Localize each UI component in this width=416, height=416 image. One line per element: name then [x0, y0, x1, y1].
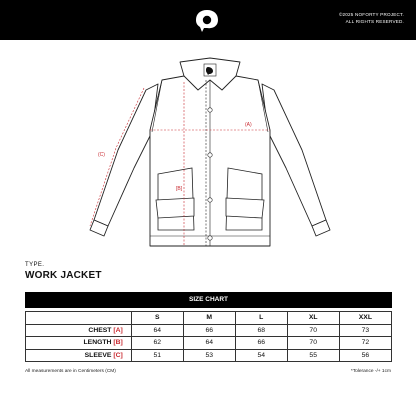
row-tag: [B]	[113, 339, 123, 347]
table-cell: 56	[339, 349, 391, 362]
table-cell: 72	[339, 337, 391, 350]
table-cell: 66	[235, 337, 287, 350]
table-cell: 55	[287, 349, 339, 362]
row-label-text: LENGTH	[83, 339, 112, 347]
table-cell: 73	[339, 324, 391, 337]
size-chart-title: SIZE CHART	[25, 292, 392, 308]
row-label-sleeve	[26, 349, 132, 362]
product-name: WORK JACKET	[25, 270, 102, 281]
table-cell: 51	[131, 349, 183, 362]
row-tag: [C]	[113, 351, 123, 359]
size-header-l: L	[235, 312, 287, 325]
table-cell: 53	[183, 349, 235, 362]
top-bar	[0, 0, 416, 40]
table-cell: 66	[183, 324, 235, 337]
table-row	[26, 324, 392, 337]
table-cell: 70	[287, 337, 339, 350]
length-measure-label: [B]	[176, 186, 183, 192]
row-label-text: CHEST	[88, 326, 112, 334]
sleeve-measure-label: (C)	[98, 152, 105, 158]
units-note: All measurements are in Centimeters (CM)	[25, 369, 116, 374]
size-header-m: M	[183, 312, 235, 325]
table-cell: 68	[235, 324, 287, 337]
row-label-length	[26, 337, 132, 350]
row-tag: [A]	[113, 326, 123, 334]
jacket-diagram	[80, 50, 340, 260]
size-header-corner	[26, 312, 132, 325]
row-label-text: SLEEVE	[84, 351, 112, 359]
table-row	[26, 337, 392, 350]
table-cell: 64	[183, 337, 235, 350]
size-header-row	[26, 312, 392, 325]
table-row	[26, 349, 392, 362]
brand-logo-icon	[194, 8, 220, 34]
table-cell: 64	[131, 324, 183, 337]
size-header-xxl: XXL	[339, 312, 391, 325]
copyright-line-1: ©2025 NOFORTY PROJECT.	[338, 12, 404, 17]
table-cell: 54	[235, 349, 287, 362]
size-header-xl: XL	[287, 312, 339, 325]
size-chart-table	[25, 311, 392, 362]
size-header-s: S	[131, 312, 183, 325]
table-cell: 62	[131, 337, 183, 350]
table-cell: 70	[287, 324, 339, 337]
chest-measure-label: (A)	[245, 122, 252, 128]
type-label: TYPE.	[25, 262, 45, 268]
row-label-chest	[26, 324, 132, 337]
tolerance-note: *Tolerance -/+ 1cm	[350, 369, 391, 374]
copyright-notice	[339, 12, 404, 25]
copyright-line-2: ALL RIGHTS RESERVED.	[345, 18, 404, 24]
